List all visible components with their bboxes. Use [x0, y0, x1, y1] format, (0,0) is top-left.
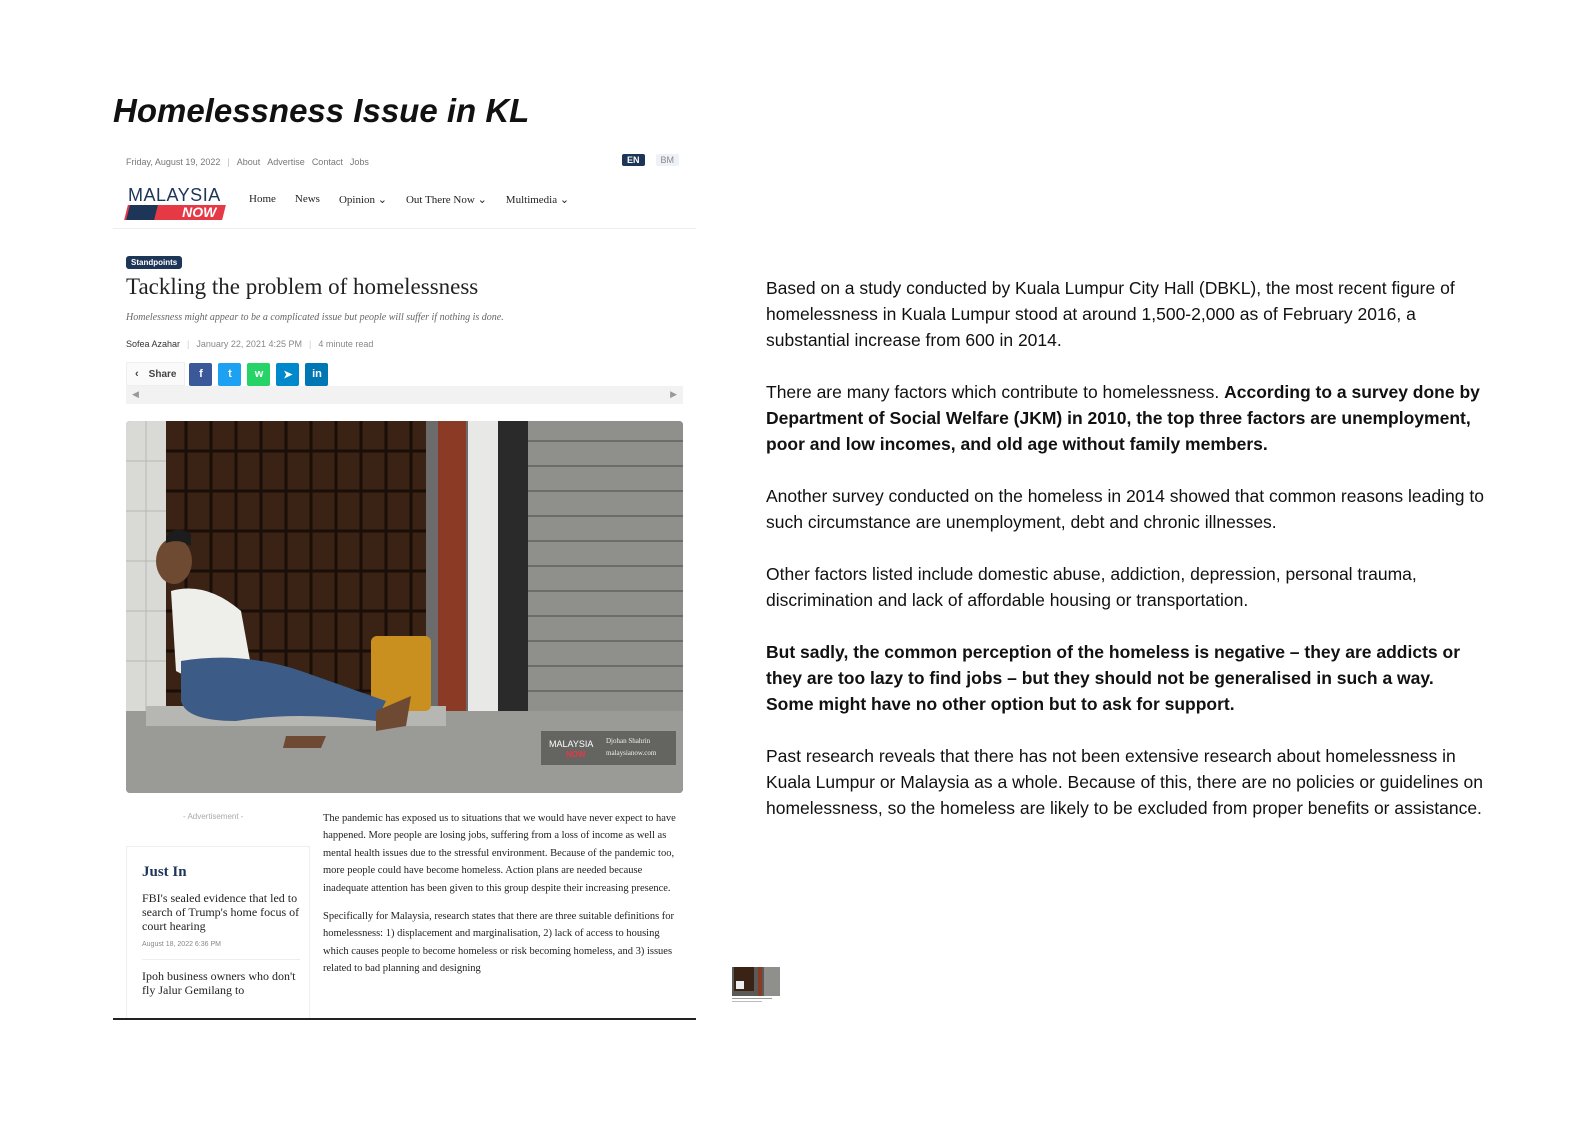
nav-opinion[interactable]: Opinion ⌄ [338, 194, 387, 206]
twitter-icon[interactable]: t [218, 363, 241, 386]
logo-text-bottom: NOW [181, 204, 217, 220]
read-time: 4 minute read [318, 339, 374, 349]
top-bar: Friday, August 19, 2022 | About Advertise Contact Jobs EN BM [126, 154, 686, 170]
article-standfirst: Homelessness might appear to be a complicated issue but people will suffer if nothing is done. [126, 312, 504, 323]
article-screenshot [113, 146, 696, 1020]
nav-multimedia[interactable]: Multimedia ⌄ [505, 194, 570, 206]
photo-credit-site: malaysianow.com [606, 749, 657, 757]
main-nav [113, 176, 696, 229]
just-in-heading: Just In [142, 864, 187, 880]
scroll-left-icon[interactable]: ◀ [132, 389, 139, 399]
whatsapp-icon[interactable]: w [247, 363, 270, 386]
top-link-jobs[interactable]: Jobs [349, 157, 369, 167]
share-icon: ‹ [135, 368, 139, 380]
article-headline: Tackling the problem of homelessness [126, 274, 479, 299]
paragraph-perception: But sadly, the common perception of the homeless is negative – they are addicts or they are too lazy to find jobs – but they should not be generalised in such a way. Some might have no other option but to ask for support. [766, 642, 1461, 714]
article-body [323, 810, 683, 989]
telegram-icon[interactable]: ➤ [276, 363, 299, 386]
linkedin-icon[interactable]: in [305, 363, 328, 386]
paragraph-other-factors: Other factors listed include domestic abuse, addiction, depression, personal trauma, discrimination and lack of affordable housing or transportation. [766, 564, 1417, 610]
share-label: Share [148, 368, 177, 380]
just-in-panel [126, 846, 310, 1020]
paragraph-2014-survey: Another survey conducted on the homeless in 2014 showed that common reasons leading to such circumstance are unemployment, debt and chronic illnesses. [766, 486, 1484, 532]
nav-home[interactable]: Home [249, 193, 276, 205]
just-in-date: August 18, 2022 6:36 PM [142, 941, 221, 948]
nav-news[interactable]: News [294, 193, 320, 205]
slide-title: Homelessness Issue in KL [113, 92, 530, 129]
top-link-contact[interactable]: Contact [311, 157, 343, 167]
just-in-item[interactable]: Ipoh business owners who don't fly Jalur Gemilang to [142, 969, 296, 997]
facebook-icon[interactable]: f [189, 363, 212, 386]
paragraph-factors [766, 379, 1486, 457]
byline: Sofea Azahar | January 22, 2021 4:25 PM | 4 minute read [126, 339, 374, 349]
article-paragraph: Specifically for Malaysia, research states that there are three suitable definitions for homelessness: 1) displacement and marginalisation, 2) lack of access to housing which causes people to become homeless or risk becoming homeless, and 3) issues related to bad planning and designing [323, 911, 675, 975]
author-name[interactable]: Sofea Azahar [126, 339, 181, 349]
paragraph-dbkl-study: Based on a study conducted by Kuala Lumpur City Hall (DBKL), the most recent figure of homelessness in Kuala Lumpur stood at around 1,500-2,000 as of February 2016, a substantial increase from 600 in 2014. [766, 278, 1455, 350]
factors-intro: There are many factors which contribute to homelessness. [766, 382, 1225, 402]
nav-out-there-now[interactable]: Out There Now ⌄ [405, 194, 487, 206]
just-in-item[interactable]: FBI's sealed evidence that led to search of Trump's home focus of court hearing [142, 891, 300, 933]
paragraph-research-gap: Past research reveals that there has not been extensive research about homelessness in Kuala Lumpur or Malaysia as a whole. Because of this, there are no policies or guidelines on homelessness, so the homeless are likely to be excluded from proper benefits or assistance. [766, 746, 1483, 818]
thumbnail-image [732, 967, 780, 1005]
scroll-right-icon[interactable]: ▶ [670, 389, 677, 399]
slide-content [766, 275, 1486, 847]
advertisement-label: - Advertisement - [183, 812, 244, 821]
top-link-about[interactable]: About [236, 157, 261, 167]
photo-credit-name: Djohan Shahrin [606, 737, 651, 745]
photo-logo-bottom: NOW [566, 750, 586, 759]
site-logo[interactable] [126, 184, 226, 220]
top-date: Friday, August 19, 2022 [126, 157, 221, 167]
lang-en-button[interactable]: EN [622, 154, 645, 166]
share-button[interactable] [126, 362, 185, 386]
lang-bm-button[interactable]: BM [656, 154, 680, 166]
publish-date: January 22, 2021 4:25 PM [196, 339, 302, 349]
category-badge[interactable]: Standpoints [126, 256, 182, 269]
horizontal-scrollbar[interactable] [126, 386, 683, 404]
share-bar [126, 362, 334, 386]
article-photo [126, 421, 683, 793]
factors-jkm-survey: According to a survey done by Department of Social Welfare (JKM) in 2010, the top three factors are unemployment, poor and low incomes, and old age without family members. [766, 382, 1480, 454]
photo-logo-top: MALAYSIA [549, 739, 594, 749]
top-link-advertise[interactable]: Advertise [267, 157, 305, 167]
logo-text-top: MALAYSIA [128, 185, 221, 205]
article-paragraph: The pandemic has exposed us to situations that we would have never expect to have happened. More people are losing jobs, suffering from a loss of income as well as mental health issues due to the stressful environment. Because of the pandemic too, more people could have become homeless. Action plans are needed because inadequate attention has been given to this group despite their increasing presence. [323, 813, 676, 894]
language-switch [618, 154, 686, 166]
